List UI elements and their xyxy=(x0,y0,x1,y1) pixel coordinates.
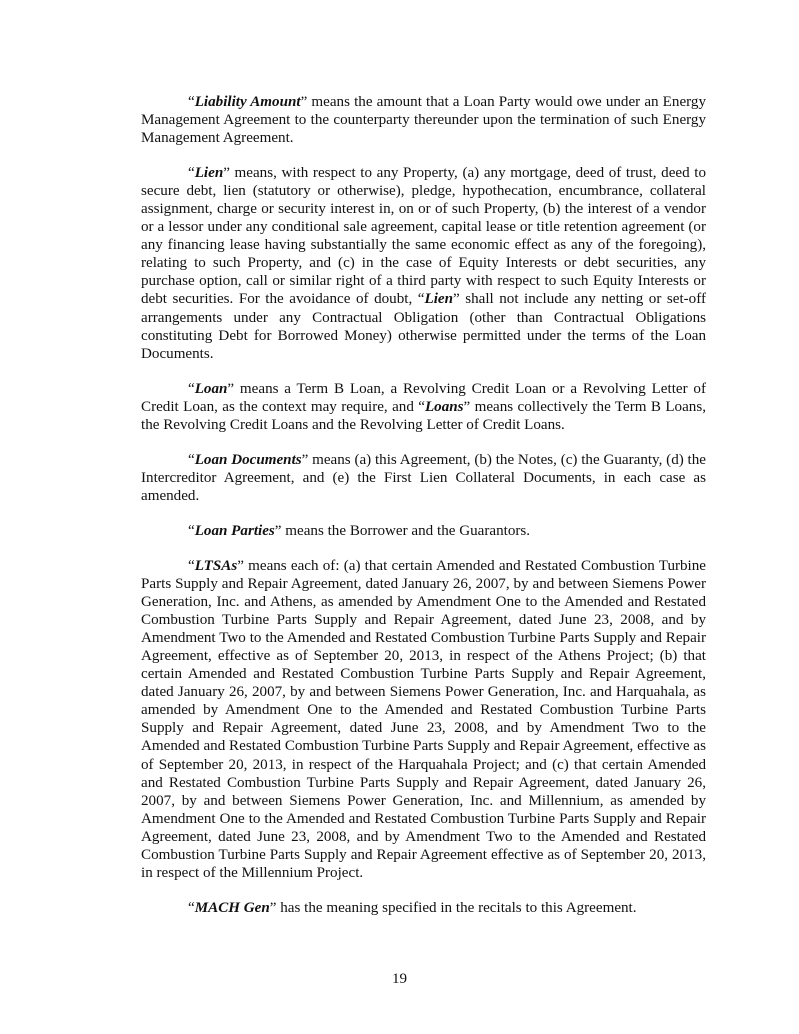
defined-term: Lien xyxy=(424,291,453,308)
defined-term: MACH Gen xyxy=(194,899,270,916)
defined-term: Liability Amount xyxy=(194,94,301,110)
defined-term: Loans xyxy=(424,398,464,415)
defined-term: LTSAs xyxy=(194,557,238,574)
defined-term: Lien xyxy=(194,165,224,182)
definition-ltsas: “LTSAs” means each of: (a) that certain Amended and Restated Combustion Turbine Parts Supply and Repair Agreement, dated January 26, 2007, by and between Siemens Power Generation, Inc. and Athens, as amended by Amendment One to the Amended and Restated Combustion Turbine Parts Supply and Repair Agreement, dated June 23, 2008, and by Amendment Two to the Amended and Restated Combustion Turbine Parts Supply and Repair Agreement, effective as of September 20, 2013, in respect of the Athens Project; (b) that certain Amended and Restated Combustion Turbine Parts Supply and Repair Agreement, dated January 26, 2007, by and between Siemens Power Generation, Inc. and Harquahala, as amended by Amendment One to the Amended and Restated Combustion Turbine Parts Supply and Repair Agreement, dated June 23, 2008, and by Amendment Two to the Amended and Restated Combustion Turbine Parts Supply and Repair Agreement, effective as of September 20, 2013, in respect of the Harquahala Project; and (c) that certain Amended and Restated Combustion Turbine Parts Supply and Repair Agreement, dated January 26, 2007, by and between Siemens Power Generation, Inc. and Millennium, as amended by Amendment One to the Amended and Restated Combustion Turbine Parts Supply and Repair Agreement, dated June 23, 2008, and by Amendment Two to the Amended and Restated Combustion Turbine Parts Supply and Repair Agreement effective as of September 20, 2013, in respect of the Millennium Project. xyxy=(141,557,706,881)
page-number: 19 xyxy=(391,971,408,987)
definition-liability-amount: “Liability Amount” means the amount that a Loan Party would owe under an Energy Management Agreement to the counterparty thereunder upon the termination of such Energy Management Agreement. xyxy=(141,94,706,147)
definition-lien: “Lien” means, with respect to any Property, (a) any mortgage, deed of trust, deed to secure debt, lien (statutory or otherwise), pledge, hypothecation, encumbrance, collateral assignment, charge or security interest in, on or of such Property, (b) the interest of a vendor or a lessor under any conditional sale agreement, capital lease or title retention agreement (or any financing lease having substantially the same economic effect as any of the foregoing), relating to such Property, and (c) in the case of Equity Interests or debt securities, any purchase option, call or similar right of a third party with respect to such Equity Interests or debt securities. For the avoidance of doubt, “Lien” shall not include any netting or set-off arrangements under any Contractual Obligation (other than Contractual Obligations constituting Debt for Borrowed Money) otherwise permitted under the terms of the Loan Documents. xyxy=(141,165,706,362)
document-page xyxy=(141,93,706,934)
defined-term: Loan xyxy=(194,380,228,397)
defined-term: Loan Parties xyxy=(194,522,275,539)
definition-loan: “Loan” means a Term B Loan, a Revolving Credit Loan or a Revolving Letter of Credit Loan, as the context may require, and “Loans” means collectively the Term B Loans, the Revolving Credit Loans and the Revolving Letter of Credit Loans. xyxy=(141,380,706,433)
definition-mach-gen: “MACH Gen” has the meaning specified in the recitals to this Agreement. xyxy=(188,899,637,916)
definition-loan-documents: “Loan Documents” means (a) this Agreement, (b) the Notes, (c) the Guaranty, (d) the Intercreditor Agreement, and (e) the First Lien Collateral Documents, in each case as amended. xyxy=(141,451,706,504)
defined-term: Loan Documents xyxy=(194,451,302,468)
definition-loan-parties: “Loan Parties” means the Borrower and the Guarantors. xyxy=(188,522,531,539)
